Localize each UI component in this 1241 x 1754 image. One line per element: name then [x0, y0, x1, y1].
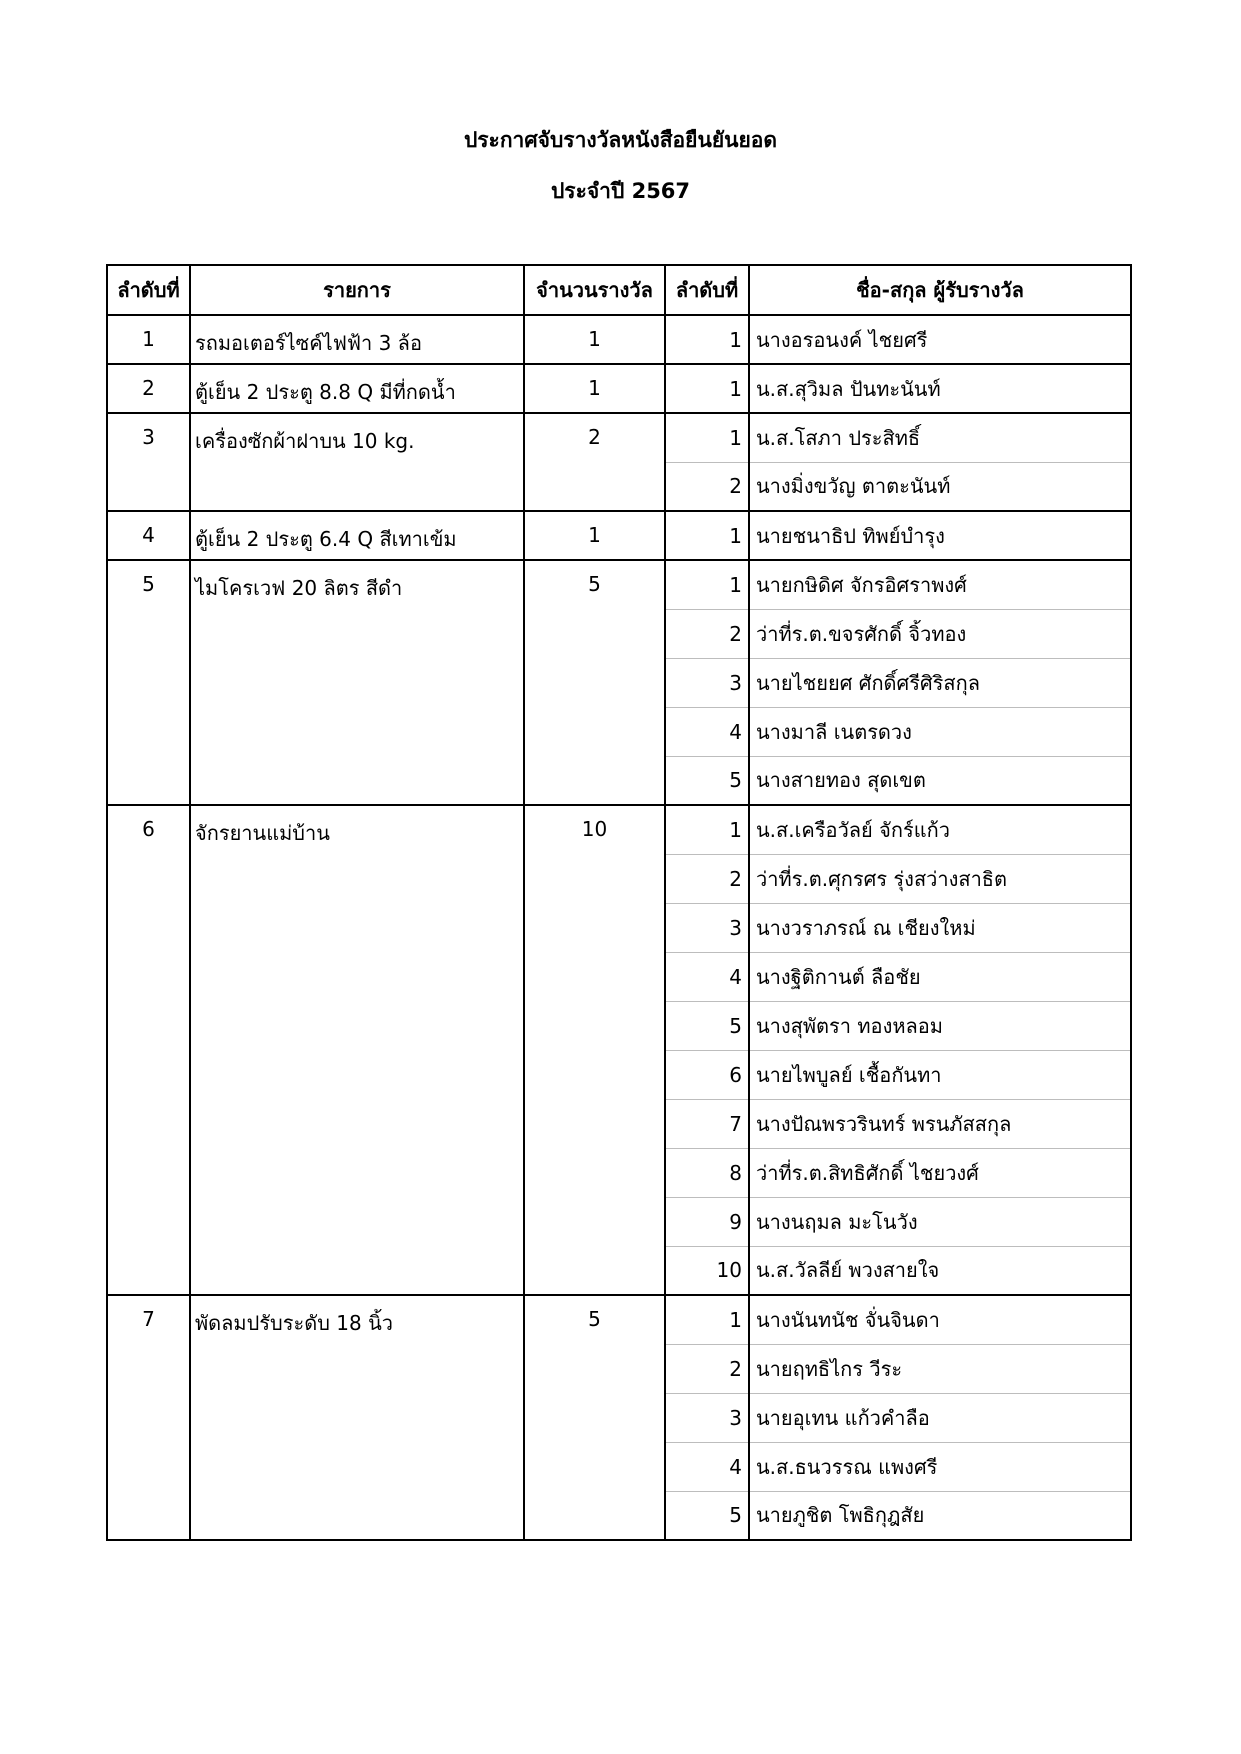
- winner-no-cell: 8: [665, 1148, 749, 1197]
- winner-name-cell: น.ส.สุวิมล ปันทะนันท์: [749, 364, 1131, 413]
- prize-no-cell: 5: [107, 560, 190, 805]
- page-title: ประกาศจับรางวัลหนังสือยืนยันยอด: [463, 128, 778, 152]
- winner-name-cell: นายไพบูลย์ เชื้อกันทา: [749, 1050, 1131, 1099]
- winner-no-cell: 3: [665, 658, 749, 707]
- table-row: [107, 511, 1131, 560]
- header-item: รายการ: [190, 265, 524, 315]
- header-winner-no: ลำดับที่: [665, 265, 749, 315]
- winner-name-cell: นายไชยยศ ศักดิ์ศรีศิริสกุล: [749, 658, 1131, 707]
- winner-no-cell: 1: [665, 1295, 749, 1344]
- prize-item-cell: ไมโครเวฟ 20 ลิตร สีดำ: [190, 560, 524, 805]
- winner-name-cell: นายชนาธิป ทิพย์บำรุง: [749, 511, 1131, 560]
- winner-no-cell: 5: [665, 756, 749, 805]
- winner-name-cell: นางมิ่งขวัญ ตาตะนันท์: [749, 462, 1131, 511]
- winner-no-cell: 5: [665, 1491, 749, 1540]
- winner-name-cell: นางมาลี เนตรดวง: [749, 707, 1131, 756]
- prize-item-cell: จักรยานแม่บ้าน: [190, 805, 524, 1295]
- table-row: [107, 1295, 1131, 1344]
- winner-name-cell: น.ส.วัลลีย์ พวงสายใจ: [749, 1246, 1131, 1295]
- prize-count-cell: 5: [524, 1295, 665, 1540]
- winner-no-cell: 2: [665, 1344, 749, 1393]
- winner-no-cell: 7: [665, 1099, 749, 1148]
- winner-name-cell: ว่าที่ร.ต.สิทธิศักดิ์ ไชยวงศ์: [749, 1148, 1131, 1197]
- winner-no-cell: 1: [665, 315, 749, 364]
- prize-item-cell: ตู้เย็น 2 ประตู 8.8 Q มีที่กดน้ำ: [190, 364, 524, 413]
- winner-name-cell: นายภูชิต โพธิกุฎสัย: [749, 1491, 1131, 1540]
- prize-count-cell: 5: [524, 560, 665, 805]
- winner-no-cell: 1: [665, 511, 749, 560]
- prize-item-cell: ตู้เย็น 2 ประตู 6.4 Q สีเทาเข้ม: [190, 511, 524, 560]
- winner-no-cell: 2: [665, 462, 749, 511]
- winner-no-cell: 2: [665, 854, 749, 903]
- winner-name-cell: นางวราภรณ์ ณ เชียงใหม่: [749, 903, 1131, 952]
- winner-no-cell: 10: [665, 1246, 749, 1295]
- table-row: [107, 315, 1131, 364]
- header-count: จำนวนรางวัล: [524, 265, 665, 315]
- prize-item-cell: รถมอเตอร์ไซค์ไฟฟ้า 3 ล้อ: [190, 315, 524, 364]
- winner-no-cell: 2: [665, 609, 749, 658]
- winner-name-cell: น.ส.โสภา ประสิทธิ์: [749, 413, 1131, 462]
- table-row: [107, 560, 1131, 609]
- winner-name-cell: นางสายทอง สุดเขต: [749, 756, 1131, 805]
- winner-name-cell: นางฐิติกานต์ ลือชัย: [749, 952, 1131, 1001]
- winner-name-cell: ว่าที่ร.ต.ศุกรศร รุ่งสว่างสาธิต: [749, 854, 1131, 903]
- table-row: [107, 364, 1131, 413]
- winner-no-cell: 6: [665, 1050, 749, 1099]
- winner-no-cell: 1: [665, 364, 749, 413]
- winner-name-cell: นางสุพัตรา ทองหลอม: [749, 1001, 1131, 1050]
- header-prize-no: ลำดับที่: [107, 265, 190, 315]
- winner-name-cell: นายกษิดิศ จักรอิศราพงศ์: [749, 560, 1131, 609]
- prize-no-cell: 6: [107, 805, 190, 1295]
- winner-name-cell: นายอุเทน แก้วคำลือ: [749, 1393, 1131, 1442]
- prize-table: [106, 264, 1132, 1541]
- winner-name-cell: นางนฤมล มะโนวัง: [749, 1197, 1131, 1246]
- winner-no-cell: 1: [665, 805, 749, 854]
- header-winner-name: ชื่อ-สกุล ผู้รับรางวัล: [749, 265, 1131, 315]
- prize-count-cell: 1: [524, 511, 665, 560]
- winner-name-cell: น.ส.ธนวรรณ แพงศรี: [749, 1442, 1131, 1491]
- prize-no-cell: 3: [107, 413, 190, 511]
- winner-name-cell: นางอรอนงค์ ไชยศรี: [749, 315, 1131, 364]
- table-row: [107, 805, 1131, 854]
- table-body: [107, 315, 1131, 1540]
- table-header-row: [107, 265, 1131, 315]
- winner-name-cell: นายฤทธิไกร วีระ: [749, 1344, 1131, 1393]
- prize-item-cell: เครื่องซักผ้าฝาบน 10 kg.: [190, 413, 524, 511]
- winner-name-cell: ว่าที่ร.ต.ขจรศักดิ์ จิ้วทอง: [749, 609, 1131, 658]
- prize-no-cell: 7: [107, 1295, 190, 1540]
- winner-no-cell: 4: [665, 707, 749, 756]
- winner-no-cell: 3: [665, 1393, 749, 1442]
- table-row: [107, 413, 1131, 462]
- winner-no-cell: 3: [665, 903, 749, 952]
- page-subtitle: ประจำปี 2567: [550, 179, 691, 203]
- prize-count-cell: 2: [524, 413, 665, 511]
- prize-no-cell: 2: [107, 364, 190, 413]
- winner-no-cell: 9: [665, 1197, 749, 1246]
- prize-count-cell: 10: [524, 805, 665, 1295]
- prize-item-cell: พัดลมปรับระดับ 18 นิ้ว: [190, 1295, 524, 1540]
- winner-no-cell: 4: [665, 952, 749, 1001]
- winner-no-cell: 1: [665, 560, 749, 609]
- prize-count-cell: 1: [524, 315, 665, 364]
- winner-no-cell: 1: [665, 413, 749, 462]
- winner-no-cell: 4: [665, 1442, 749, 1491]
- prize-no-cell: 4: [107, 511, 190, 560]
- winner-name-cell: นางนันทนัช จั่นจินดา: [749, 1295, 1131, 1344]
- prize-count-cell: 1: [524, 364, 665, 413]
- winner-no-cell: 5: [665, 1001, 749, 1050]
- winner-name-cell: นางปัณพรวรินทร์ พรนภัสสกุล: [749, 1099, 1131, 1148]
- prize-no-cell: 1: [107, 315, 190, 364]
- winner-name-cell: น.ส.เครือวัลย์ จักร์แก้ว: [749, 805, 1131, 854]
